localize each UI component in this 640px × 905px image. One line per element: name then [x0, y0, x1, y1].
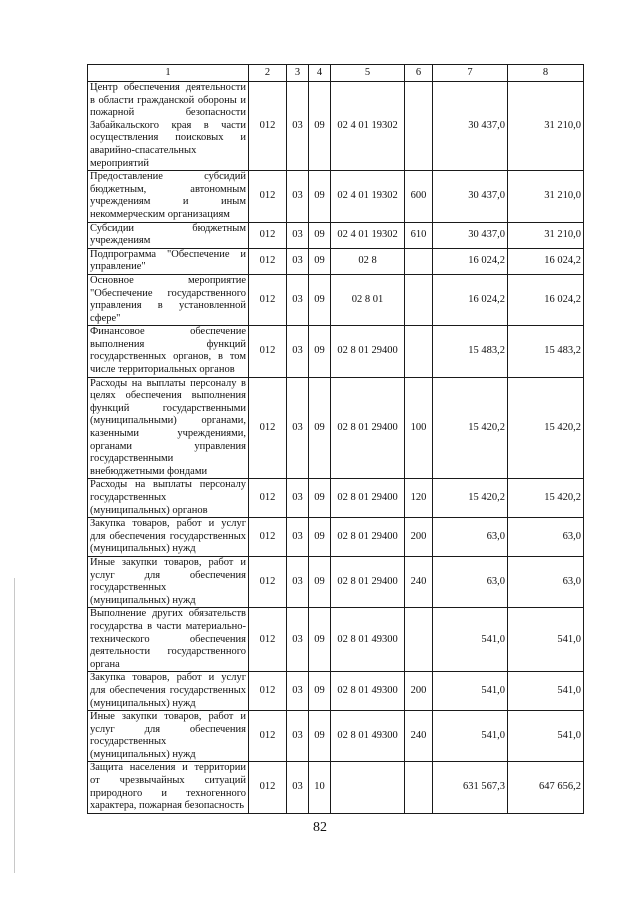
subsection-code: 09 — [309, 171, 331, 222]
amount-year-1: 16 024,2 — [433, 274, 508, 325]
item-name: Иные закупки товаров, работ и услуг для обеспечения государственных (муниципальных) нужд — [88, 711, 249, 762]
target-article-code: 02 8 01 29400 — [331, 479, 405, 518]
amount-year-2: 31 210,0 — [508, 82, 584, 171]
amount-year-2: 15 420,2 — [508, 479, 584, 518]
target-article-code: 02 8 — [331, 248, 405, 274]
section-code: 03 — [287, 326, 309, 377]
ministry-code: 012 — [249, 518, 287, 557]
table-row — [88, 762, 584, 813]
table-row — [88, 479, 584, 518]
section-code: 03 — [287, 171, 309, 222]
ministry-code: 012 — [249, 248, 287, 274]
col-header-5: 5 — [331, 65, 405, 82]
ministry-code: 012 — [249, 171, 287, 222]
amount-year-2: 647 656,2 — [508, 762, 584, 813]
section-code: 03 — [287, 82, 309, 171]
table-row — [88, 672, 584, 711]
subsection-code: 09 — [309, 672, 331, 711]
subsection-code: 09 — [309, 377, 331, 479]
expense-type-code — [405, 762, 433, 813]
table-row — [88, 274, 584, 325]
subsection-code: 09 — [309, 222, 331, 248]
expense-type-code: 240 — [405, 711, 433, 762]
subsection-code: 09 — [309, 711, 331, 762]
ministry-code: 012 — [249, 274, 287, 325]
col-header-6: 6 — [405, 65, 433, 82]
expense-type-code: 100 — [405, 377, 433, 479]
item-name: Предоставление субсидий бюджетным, автономным учреждениям и иным некоммерческим организациям — [88, 171, 249, 222]
section-code: 03 — [287, 274, 309, 325]
page-number: 82 — [313, 820, 327, 835]
expense-type-code — [405, 326, 433, 377]
item-name: Закупка товаров, работ и услуг для обеспечения государственных (муниципальных) нужд — [88, 518, 249, 557]
ministry-code: 012 — [249, 222, 287, 248]
table-body — [88, 82, 584, 814]
table-row — [88, 608, 584, 672]
target-article-code: 02 8 01 29400 — [331, 326, 405, 377]
amount-year-1: 63,0 — [433, 556, 508, 607]
item-name: Закупка товаров, работ и услуг для обеспечения государственных (муниципальных) нужд — [88, 672, 249, 711]
section-code: 03 — [287, 672, 309, 711]
table-row — [88, 711, 584, 762]
item-name: Финансовое обеспечение выполнения функций государственных органов, в том числе территориальных органов — [88, 326, 249, 377]
section-code: 03 — [287, 222, 309, 248]
amount-year-1: 15 483,2 — [433, 326, 508, 377]
amount-year-1: 541,0 — [433, 608, 508, 672]
target-article-code: 02 8 01 49300 — [331, 711, 405, 762]
section-code: 03 — [287, 479, 309, 518]
amount-year-2: 31 210,0 — [508, 222, 584, 248]
ministry-code: 012 — [249, 377, 287, 479]
col-header-8: 8 — [508, 65, 584, 82]
amount-year-1: 541,0 — [433, 711, 508, 762]
ministry-code: 012 — [249, 326, 287, 377]
expense-type-code — [405, 248, 433, 274]
item-name: Выполнение других обязательств государства в части материально-технического обеспечения деятельности государственного органа — [88, 608, 249, 672]
amount-year-1: 15 420,2 — [433, 377, 508, 479]
target-article-code: 02 8 01 49300 — [331, 672, 405, 711]
amount-year-2: 63,0 — [508, 556, 584, 607]
col-header-3: 3 — [287, 65, 309, 82]
section-code: 03 — [287, 762, 309, 813]
target-article-code: 02 8 01 29400 — [331, 556, 405, 607]
expense-type-code: 120 — [405, 479, 433, 518]
target-article-code: 02 4 01 19302 — [331, 171, 405, 222]
item-name: Расходы на выплаты персоналу государственных (муниципальных) органов — [88, 479, 249, 518]
expense-type-code — [405, 608, 433, 672]
subsection-code: 09 — [309, 82, 331, 171]
target-article-code: 02 8 01 49300 — [331, 608, 405, 672]
ministry-code: 012 — [249, 479, 287, 518]
ministry-code: 012 — [249, 762, 287, 813]
target-article-code: 02 8 01 — [331, 274, 405, 325]
section-code: 03 — [287, 377, 309, 479]
amount-year-1: 63,0 — [433, 518, 508, 557]
header-row — [88, 65, 584, 82]
expense-type-code — [405, 82, 433, 171]
amount-year-1: 30 437,0 — [433, 82, 508, 171]
subsection-code: 09 — [309, 326, 331, 377]
ministry-code: 012 — [249, 608, 287, 672]
subsection-code: 09 — [309, 518, 331, 557]
ministry-code: 012 — [249, 556, 287, 607]
section-code: 03 — [287, 556, 309, 607]
table-row — [88, 377, 584, 479]
amount-year-2: 541,0 — [508, 672, 584, 711]
target-article-code: 02 8 01 29400 — [331, 518, 405, 557]
expense-type-code: 240 — [405, 556, 433, 607]
amount-year-2: 541,0 — [508, 711, 584, 762]
section-code: 03 — [287, 608, 309, 672]
amount-year-2: 31 210,0 — [508, 171, 584, 222]
target-article-code: 02 8 01 29400 — [331, 377, 405, 479]
amount-year-1: 631 567,3 — [433, 762, 508, 813]
col-header-7: 7 — [433, 65, 508, 82]
item-name: Субсидии бюджетным учреждениям — [88, 222, 249, 248]
item-name: Основное мероприятие "Обеспечение государственного управления в установленной сфере" — [88, 274, 249, 325]
expense-type-code: 610 — [405, 222, 433, 248]
ministry-code: 012 — [249, 711, 287, 762]
col-header-2: 2 — [249, 65, 287, 82]
amount-year-2: 63,0 — [508, 518, 584, 557]
table-row — [88, 518, 584, 557]
expense-type-code — [405, 274, 433, 325]
amount-year-2: 16 024,2 — [508, 248, 584, 274]
amount-year-1: 30 437,0 — [433, 222, 508, 248]
section-code: 03 — [287, 518, 309, 557]
amount-year-1: 15 420,2 — [433, 479, 508, 518]
amount-year-2: 15 420,2 — [508, 377, 584, 479]
table-row — [88, 222, 584, 248]
target-article-code: 02 4 01 19302 — [331, 82, 405, 171]
subsection-code: 09 — [309, 248, 331, 274]
item-name: Расходы на выплаты персоналу в целях обеспечения выполнения функций государственными (муниципальными) органами, казенными учреждениями, органами управления государственными внебюджетными фондами — [88, 377, 249, 479]
expense-type-code: 600 — [405, 171, 433, 222]
budget-table — [87, 64, 584, 814]
amount-year-1: 541,0 — [433, 672, 508, 711]
table-row — [88, 248, 584, 274]
subsection-code: 09 — [309, 479, 331, 518]
target-article-code: 02 4 01 19302 — [331, 222, 405, 248]
subsection-code: 09 — [309, 274, 331, 325]
table-row — [88, 326, 584, 377]
table-row — [88, 82, 584, 171]
expense-type-code: 200 — [405, 518, 433, 557]
subsection-code: 10 — [309, 762, 331, 813]
amount-year-1: 16 024,2 — [433, 248, 508, 274]
ministry-code: 012 — [249, 82, 287, 171]
col-header-4: 4 — [309, 65, 331, 82]
amount-year-1: 30 437,0 — [433, 171, 508, 222]
item-name: Иные закупки товаров, работ и услуг для обеспечения государственных (муниципальных) нужд — [88, 556, 249, 607]
table-row — [88, 171, 584, 222]
amount-year-2: 15 483,2 — [508, 326, 584, 377]
item-name: Центр обеспечения деятельности в области гражданской обороны и пожарной безопасности Забайкальского края в части осуществления поисковых и аварийно-спасательных мероприятий — [88, 82, 249, 171]
item-name: Защита населения и территории от чрезвычайных ситуаций природного и техногенного характера, пожарная безопасность — [88, 762, 249, 813]
section-code: 03 — [287, 248, 309, 274]
subsection-code: 09 — [309, 556, 331, 607]
section-code: 03 — [287, 711, 309, 762]
subsection-code: 09 — [309, 608, 331, 672]
amount-year-2: 541,0 — [508, 608, 584, 672]
table-row — [88, 556, 584, 607]
target-article-code — [331, 762, 405, 813]
item-name: Подпрограмма "Обеспечение и управление" — [88, 248, 249, 274]
amount-year-2: 16 024,2 — [508, 274, 584, 325]
expense-type-code: 200 — [405, 672, 433, 711]
ministry-code: 012 — [249, 672, 287, 711]
col-header-1: 1 — [88, 65, 249, 82]
